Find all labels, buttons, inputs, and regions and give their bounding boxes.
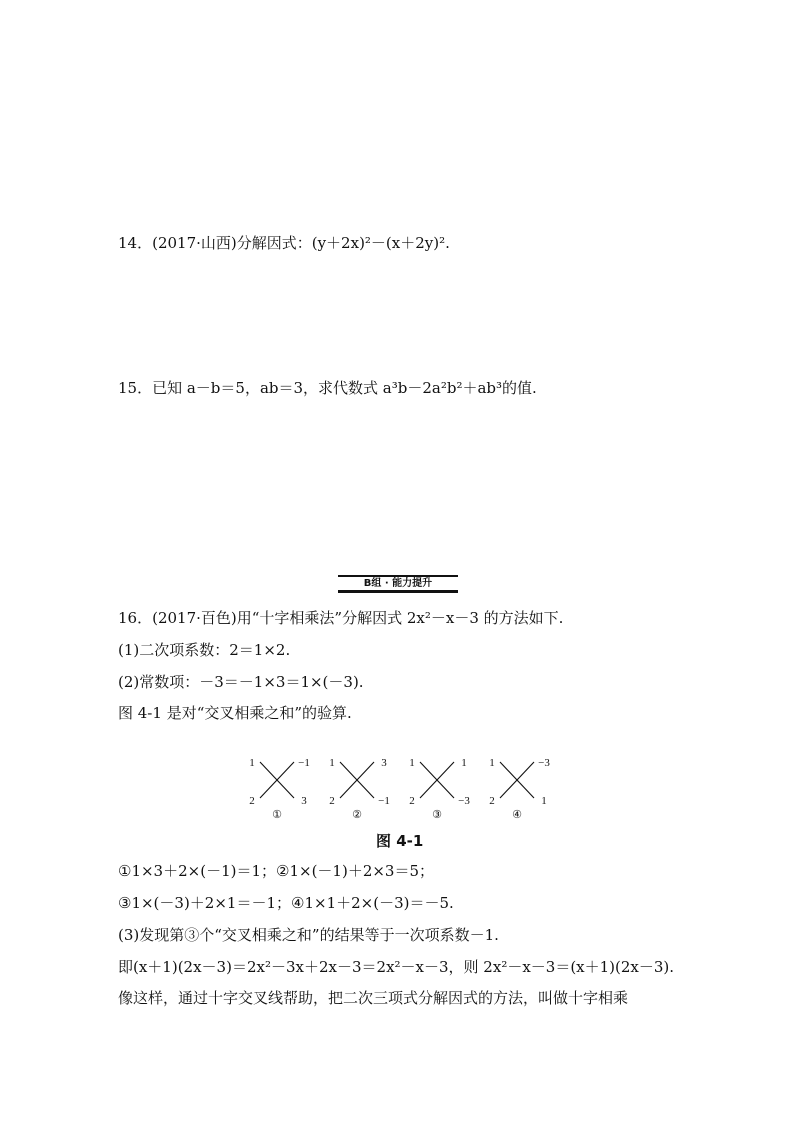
section-label: B组 · 能力提升 bbox=[363, 578, 433, 589]
question-15: 15．已知 a－b＝5，ab＝3，求代数式 a³b－2a²b²＋ab³的值. bbox=[118, 379, 537, 397]
figure-caption: 图 4-1 bbox=[376, 832, 424, 850]
cross-bottom-left-number: 2 bbox=[489, 795, 495, 807]
cross-bottom-right-number: −3 bbox=[458, 795, 470, 807]
cross-bottom-left-number: 2 bbox=[409, 795, 415, 807]
section-top-rule bbox=[338, 575, 458, 577]
cross-top-right-number: 3 bbox=[381, 757, 387, 769]
question-16-intro: 16．(2017·百色)用“十字相乘法”分解因式 2x²－x－3 的方法如下. bbox=[118, 609, 564, 627]
cross-top-right-number: 1 bbox=[461, 757, 467, 769]
section-header bbox=[338, 575, 458, 593]
question-14: 14．(2017·山西)分解因式：(y＋2x)²－(x＋2y)². bbox=[118, 234, 450, 252]
cross-top-left-number: 1 bbox=[249, 757, 255, 769]
question-16-step-2: (2)常数项：－3＝－1×3＝1×(－3). bbox=[118, 673, 364, 691]
question-16-step-4: (3)发现第③个“交叉相乘之和”的结果等于一次项系数－1. bbox=[118, 926, 499, 944]
cross-top-right-number: −1 bbox=[298, 757, 310, 769]
cross-bottom-right-number: −1 bbox=[378, 795, 390, 807]
cross-bottom-right-number: 1 bbox=[541, 795, 547, 807]
panel-circled-number: ④ bbox=[512, 809, 522, 821]
cross-bottom-left-number: 2 bbox=[329, 795, 335, 807]
question-16-step-1: (1)二次项系数：2＝1×2. bbox=[118, 641, 291, 659]
question-16-step-5: 即(x＋1)(2x－3)＝2x²－3x＋2x－3＝2x²－x－3，则 2x²－x－3＝(x＋1)(2x－3). bbox=[118, 958, 675, 976]
question-16-result-1: ①1×3＋2×(－1)＝1；②1×(－1)＋2×3＝5； bbox=[118, 862, 435, 880]
cross-bottom-right-number: 3 bbox=[301, 795, 307, 807]
cross-top-left-number: 1 bbox=[409, 757, 415, 769]
cross-multiplication-figure bbox=[240, 752, 560, 824]
cross-top-left-number: 1 bbox=[489, 757, 495, 769]
panel-circled-number: ② bbox=[352, 809, 362, 821]
question-16-step-6: 像这样，通过十字交叉线帮助，把二次三项式分解因式的方法，叫做十字相乘 bbox=[118, 989, 629, 1007]
panel-circled-number: ① bbox=[272, 809, 282, 821]
cross-top-left-number: 1 bbox=[329, 757, 335, 769]
panel-circled-number: ③ bbox=[432, 809, 442, 821]
cross-bottom-left-number: 2 bbox=[249, 795, 255, 807]
section-bottom-rule bbox=[338, 590, 458, 593]
question-16-step-3: 图 4-1 是对“交叉相乘之和”的验算. bbox=[118, 704, 352, 722]
question-16-result-2: ③1×(－3)＋2×1＝－1；④1×1＋2×(－3)＝－5. bbox=[118, 894, 454, 912]
cross-top-right-number: −3 bbox=[538, 757, 550, 769]
